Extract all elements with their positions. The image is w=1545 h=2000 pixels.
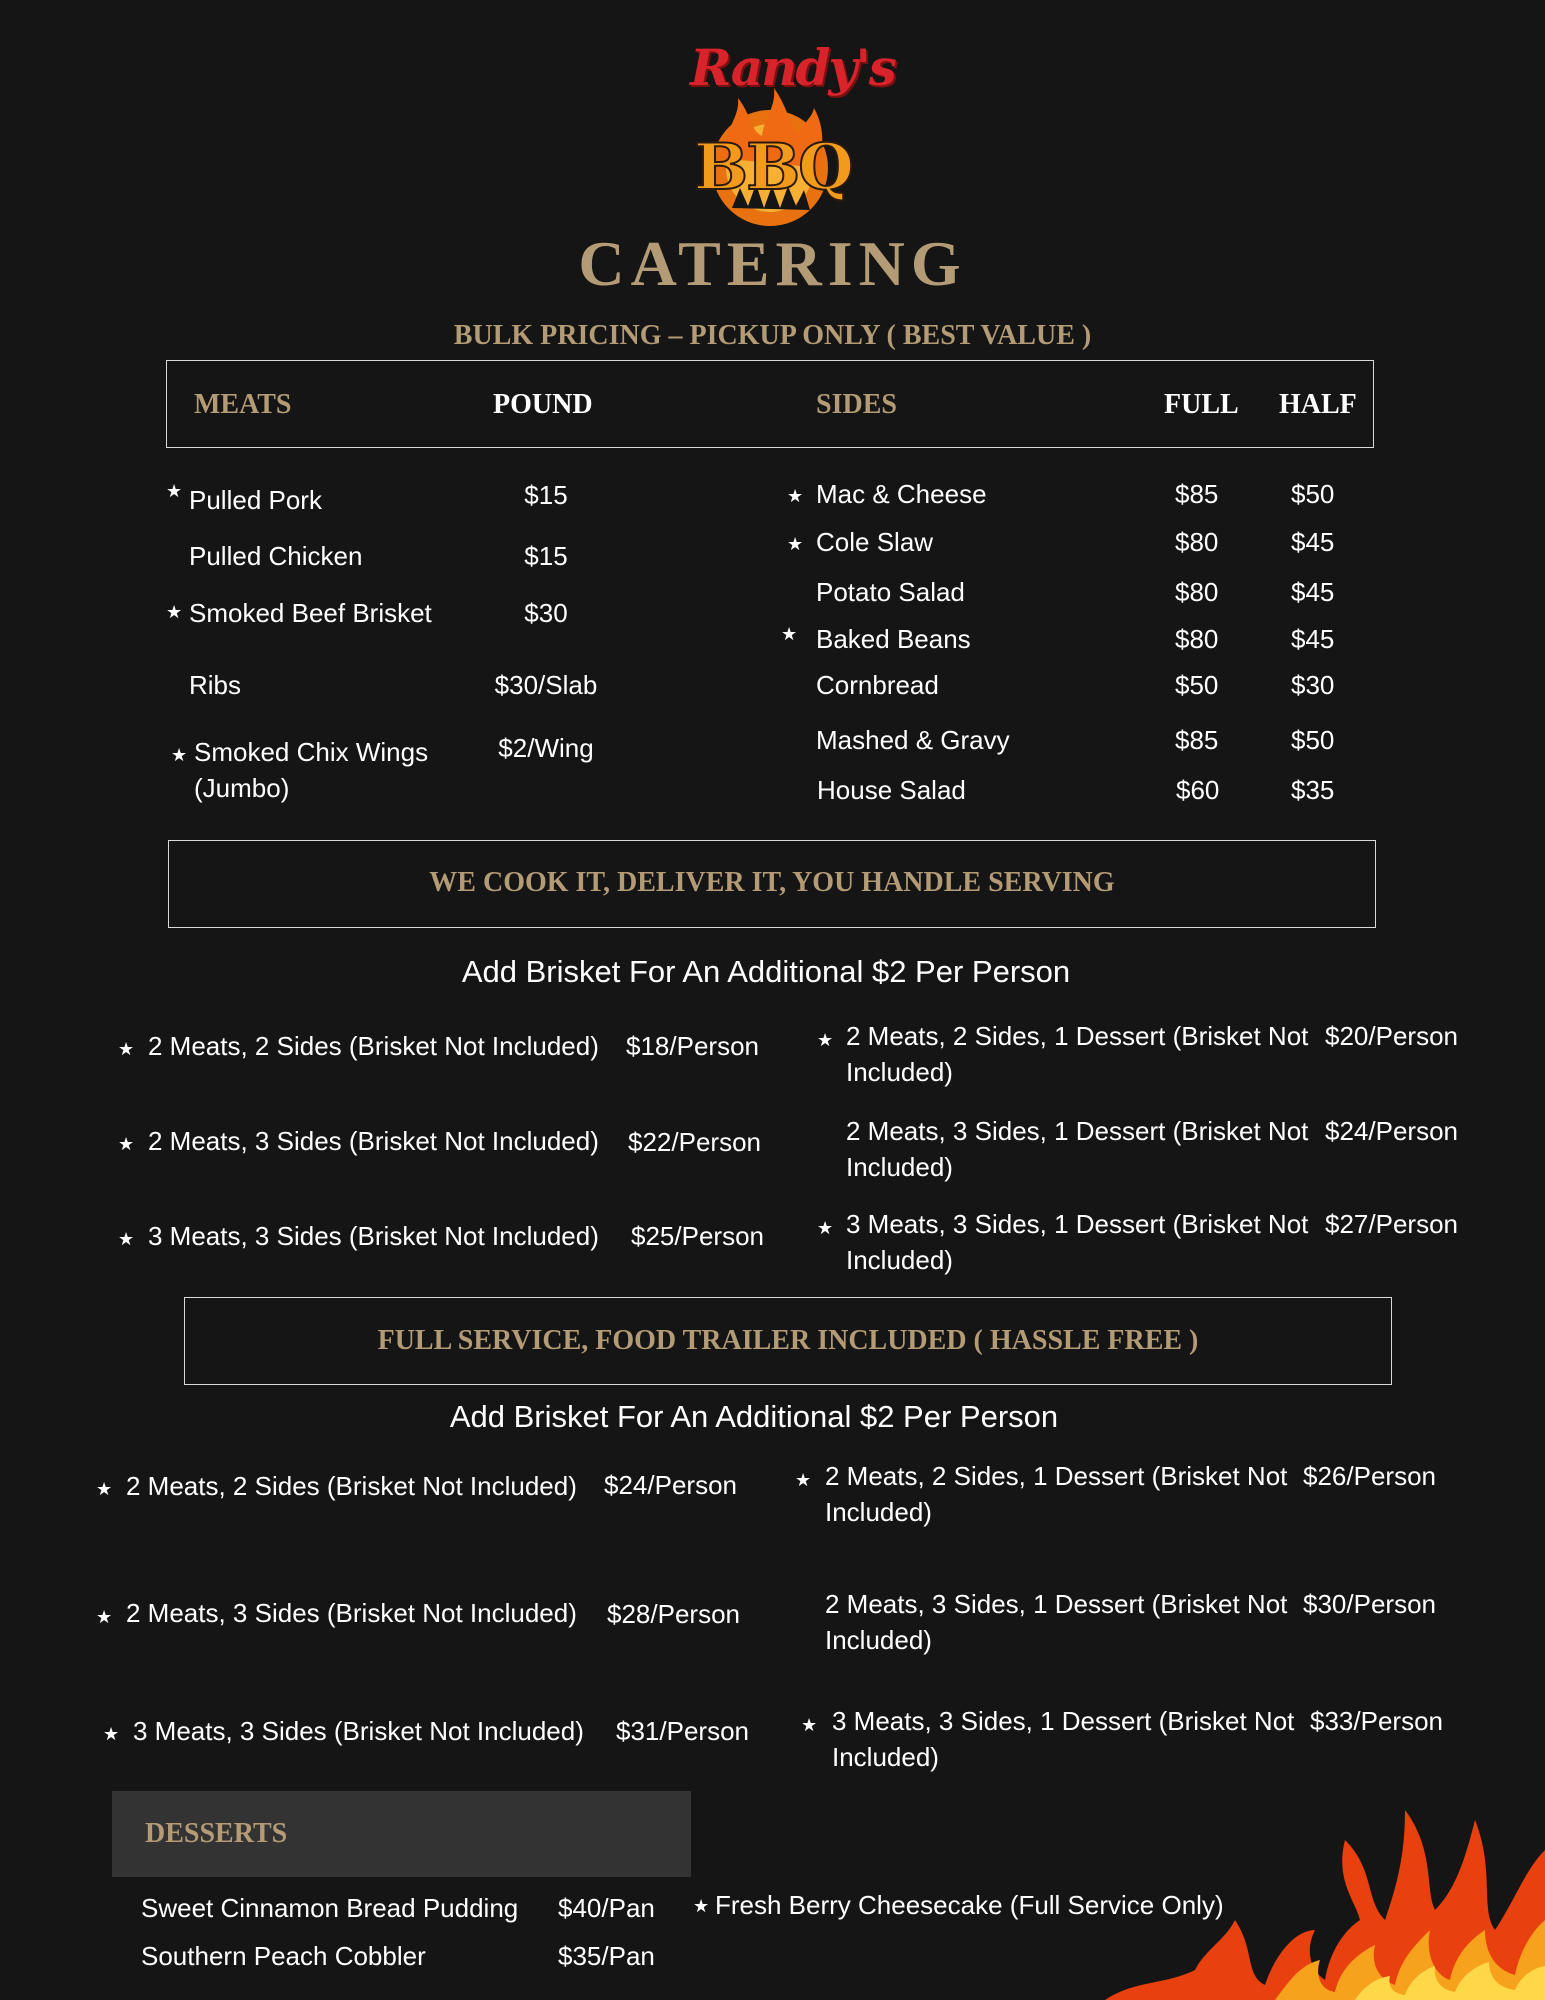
logo-script: Randy's — [690, 38, 895, 97]
package-label: 2 Meats, 2 Sides, 1 Dessert (Brisket Not Included) — [846, 1021, 1309, 1087]
meat-price: $30/Slab — [494, 670, 598, 700]
flames-decoration — [1105, 1780, 1545, 2000]
side-full: $80 — [1175, 527, 1219, 557]
meat-name: Smoked Beef Brisket — [189, 598, 432, 628]
page-title: CATERING — [578, 228, 967, 299]
logo-word: BBQ — [694, 130, 852, 205]
logo — [680, 38, 895, 238]
star-icon: ★ — [118, 1039, 135, 1059]
full-header: FULL — [1164, 389, 1239, 420]
dessert-price: $40/Pan — [558, 1893, 655, 1923]
side-name: House Salad — [817, 775, 966, 805]
side-half: $30 — [1291, 670, 1335, 700]
star-icon: ★ — [801, 1715, 818, 1735]
side-half: $45 — [1291, 577, 1335, 607]
star-icon: ★ — [118, 1229, 135, 1249]
side-full: $50 — [1175, 670, 1219, 700]
star-icon: ★ — [166, 602, 183, 622]
meat-name: Pulled Chicken — [189, 541, 363, 571]
side-name: Potato Salad — [816, 577, 965, 607]
side-name: Baked Beans — [816, 624, 971, 654]
half-header: HALF — [1279, 389, 1357, 420]
package-price: $30/Person — [1303, 1589, 1436, 1619]
side-half: $45 — [1291, 527, 1335, 557]
side-full: $85 — [1175, 479, 1219, 509]
star-icon: ★ — [96, 1607, 113, 1627]
meat-name-line2: (Jumbo) — [194, 773, 290, 803]
pound-header: POUND — [493, 389, 593, 420]
package-price: $31/Person — [616, 1716, 749, 1746]
star-icon: ★ — [817, 1030, 834, 1050]
star-icon: ★ — [787, 486, 804, 506]
star-icon: ★ — [693, 1896, 710, 1916]
package-label: 2 Meats, 3 Sides, 1 Dessert (Brisket Not Included) — [825, 1589, 1288, 1655]
package-price: $25/Person — [631, 1221, 764, 1251]
dessert-name: Sweet Cinnamon Bread Pudding — [141, 1893, 519, 1923]
meat-price: $30 — [524, 598, 568, 628]
package-price: $24/Person — [604, 1470, 737, 1500]
desserts-heading: DESSERTS — [145, 1818, 288, 1849]
star-icon: ★ — [817, 1218, 834, 1238]
package-price: $18/Person — [626, 1031, 759, 1061]
side-half: $45 — [1291, 624, 1335, 654]
side-half: $50 — [1291, 479, 1335, 509]
meat-price: $2/Wing — [498, 733, 594, 763]
meat-name: Pulled Pork — [189, 485, 322, 515]
package-price: $33/Person — [1310, 1706, 1443, 1736]
side-half: $35 — [1291, 775, 1335, 805]
side-name: Cornbread — [816, 670, 939, 700]
meat-price: $15 — [524, 541, 568, 571]
dessert-name: Southern Peach Cobbler — [141, 1941, 426, 1971]
package-label: 2 Meats, 3 Sides (Brisket Not Included) — [126, 1598, 577, 1628]
side-full: $85 — [1175, 725, 1219, 755]
package-label: 2 Meats, 2 Sides (Brisket Not Included) — [126, 1471, 577, 1501]
package-price: $20/Person — [1325, 1021, 1458, 1051]
package-label: 2 Meats, 3 Sides, 1 Dessert (Brisket Not Included) — [846, 1116, 1309, 1182]
side-full: $80 — [1175, 624, 1219, 654]
package-price: $24/Person — [1325, 1116, 1458, 1146]
bulk-heading: BULK PRICING – PICKUP ONLY ( BEST VALUE ) — [453, 320, 1092, 351]
star-icon: ★ — [103, 1724, 120, 1744]
deliver-heading: WE COOK IT, DELIVER IT, YOU HANDLE SERVING — [429, 867, 1115, 898]
dessert-extra: Fresh Berry Cheesecake (Full Service Only) — [715, 1890, 1224, 1920]
meats-header: MEATS — [194, 389, 292, 420]
package-price: $26/Person — [1303, 1461, 1436, 1491]
package-price: $28/Person — [607, 1599, 740, 1629]
package-price: $22/Person — [628, 1127, 761, 1157]
meat-name: Smoked Chix Wings — [194, 737, 429, 767]
star-icon: ★ — [118, 1134, 135, 1154]
side-full: $80 — [1175, 577, 1219, 607]
deliver-note: Add Brisket For An Additional $2 Per Person — [461, 954, 1071, 989]
star-icon: ★ — [171, 745, 188, 765]
side-full: $60 — [1176, 775, 1220, 805]
package-label: 3 Meats, 3 Sides (Brisket Not Included) — [133, 1716, 584, 1746]
star-icon: ★ — [96, 1479, 113, 1499]
package-price: $27/Person — [1325, 1209, 1458, 1239]
full-service-heading: FULL SERVICE, FOOD TRAILER INCLUDED ( HASSLE FREE ) — [377, 1325, 1199, 1356]
package-label: 2 Meats, 2 Sides (Brisket Not Included) — [148, 1031, 599, 1061]
meat-price: $15 — [524, 480, 568, 510]
package-label: 3 Meats, 3 Sides, 1 Dessert (Brisket Not Included) — [846, 1209, 1309, 1275]
star-icon: ★ — [781, 624, 798, 644]
side-name: Mac & Cheese — [816, 479, 987, 509]
full-service-note: Add Brisket For An Additional $2 Per Person — [449, 1399, 1059, 1434]
star-icon: ★ — [795, 1470, 812, 1490]
package-label: 3 Meats, 3 Sides, 1 Dessert (Brisket Not Included) — [832, 1706, 1295, 1772]
package-label: 2 Meats, 2 Sides, 1 Dessert (Brisket Not Included) — [825, 1461, 1288, 1527]
side-name: Cole Slaw — [816, 527, 934, 557]
meat-name: Ribs — [189, 670, 242, 700]
dessert-price: $35/Pan — [558, 1941, 655, 1971]
side-name: Mashed & Gravy — [816, 725, 1010, 755]
star-icon: ★ — [787, 534, 804, 554]
package-label: 2 Meats, 3 Sides (Brisket Not Included) — [148, 1126, 599, 1156]
side-half: $50 — [1291, 725, 1335, 755]
sides-header: SIDES — [816, 389, 897, 420]
star-icon: ★ — [166, 481, 183, 501]
package-label: 3 Meats, 3 Sides (Brisket Not Included) — [148, 1221, 599, 1251]
